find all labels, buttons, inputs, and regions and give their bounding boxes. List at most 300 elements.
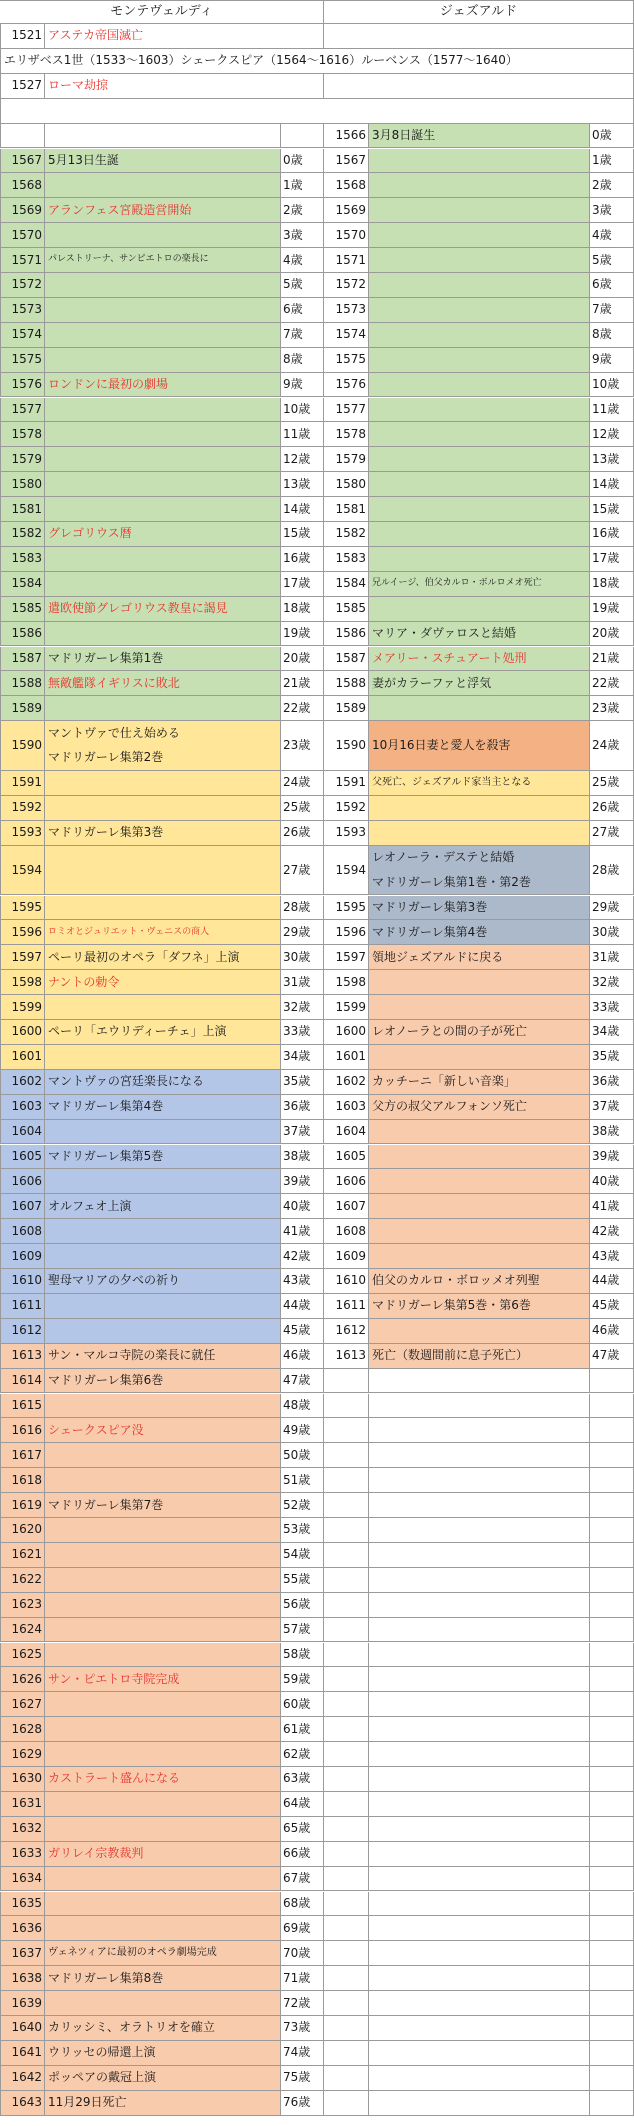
gesualdo-age	[590, 2091, 634, 2116]
gesualdo-event: マリア・ダヴァロスと結婚	[369, 622, 590, 647]
gesualdo-year: 1585	[324, 597, 369, 622]
gesualdo-event	[369, 1169, 590, 1194]
monteverdi-year	[0, 124, 45, 149]
monteverdi-age: 59歳	[281, 1667, 324, 1692]
gesualdo-age: 15歳	[590, 497, 634, 522]
gesualdo-age	[590, 1767, 634, 1792]
monteverdi-year: 1598	[0, 970, 45, 995]
gesualdo-age: 43歳	[590, 1244, 634, 1269]
monteverdi-age: 67歳	[281, 1867, 324, 1892]
monteverdi-event	[45, 173, 281, 198]
intro-year: 1527	[0, 74, 45, 99]
monteverdi-age: 29歳	[281, 920, 324, 945]
gesualdo-event	[369, 1568, 590, 1593]
monteverdi-year: 1618	[0, 1468, 45, 1493]
monteverdi-age: 27歳	[281, 846, 324, 896]
monteverdi-year: 1593	[0, 821, 45, 846]
gesualdo-event	[369, 1443, 590, 1468]
monteverdi-year: 1632	[0, 1817, 45, 1842]
gesualdo-event	[369, 149, 590, 174]
gesualdo-event	[369, 1120, 590, 1145]
monteverdi-age: 69歳	[281, 1916, 324, 1941]
gesualdo-event	[369, 1892, 590, 1917]
gesualdo-year: 1609	[324, 1244, 369, 1269]
monteverdi-age: 70歳	[281, 1941, 324, 1966]
gesualdo-age	[590, 1443, 634, 1468]
gesualdo-year: 1566	[324, 124, 369, 149]
monteverdi-event: ナントの勅令	[45, 970, 281, 995]
gesualdo-year: 1568	[324, 173, 369, 198]
monteverdi-year: 1640	[0, 2016, 45, 2041]
monteverdi-age: 68歳	[281, 1892, 324, 1917]
monteverdi-year: 1605	[0, 1145, 45, 1170]
gesualdo-age: 32歳	[590, 970, 634, 995]
gesualdo-year: 1604	[324, 1120, 369, 1145]
monteverdi-year: 1589	[0, 696, 45, 721]
monteverdi-event: グレゴリウス暦	[45, 522, 281, 547]
gesualdo-year	[324, 2066, 369, 2091]
monteverdi-age: 37歳	[281, 1120, 324, 1145]
monteverdi-year: 1580	[0, 472, 45, 497]
gesualdo-event-line: レオノーラ・デステと結婚	[372, 850, 515, 865]
gesualdo-event	[369, 422, 590, 447]
monteverdi-age: 55歳	[281, 1568, 324, 1593]
gesualdo-year: 1572	[324, 273, 369, 298]
monteverdi-age: 49歳	[281, 1418, 324, 1443]
monteverdi-age: 26歳	[281, 821, 324, 846]
monteverdi-event	[45, 995, 281, 1020]
monteverdi-year: 1588	[0, 671, 45, 696]
monteverdi-event	[45, 1817, 281, 1842]
monteverdi-age: 13歳	[281, 472, 324, 497]
gesualdo-year: 1594	[324, 846, 369, 896]
gesualdo-year	[324, 1418, 369, 1443]
gesualdo-year	[324, 1394, 369, 1419]
monteverdi-year: 1626	[0, 1667, 45, 1692]
gesualdo-age: 11歳	[590, 398, 634, 423]
monteverdi-event: ヴェネツィアに最初のオペラ劇場完成	[45, 1941, 281, 1966]
monteverdi-year: 1635	[0, 1892, 45, 1917]
gesualdo-age	[590, 1394, 634, 1419]
monteverdi-event	[45, 1867, 281, 1892]
monteverdi-year: 1601	[0, 1045, 45, 1070]
gesualdo-age: 37歳	[590, 1095, 634, 1120]
header-right: ジェズアルド	[324, 0, 634, 24]
gesualdo-event	[369, 1941, 590, 1966]
monteverdi-year: 1616	[0, 1418, 45, 1443]
gesualdo-event	[369, 1643, 590, 1668]
gesualdo-age: 5歳	[590, 248, 634, 273]
monteverdi-year: 1634	[0, 1867, 45, 1892]
gesualdo-age: 44歳	[590, 1269, 634, 1294]
gesualdo-event	[369, 348, 590, 373]
gesualdo-age: 20歳	[590, 622, 634, 647]
monteverdi-event	[45, 696, 281, 721]
monteverdi-age: 17歳	[281, 572, 324, 597]
monteverdi-year: 1592	[0, 796, 45, 821]
monteverdi-year: 1567	[0, 149, 45, 174]
gesualdo-age: 3歳	[590, 198, 634, 223]
gesualdo-age	[590, 1593, 634, 1618]
intro-wide-row: エリザベス1世（1533〜1603）シェークスピア（1564〜1616）ルーベンス（1577〜1640）	[0, 49, 634, 74]
gesualdo-year: 1587	[324, 647, 369, 672]
gesualdo-year: 1607	[324, 1194, 369, 1219]
monteverdi-year: 1622	[0, 1568, 45, 1593]
gesualdo-event: 兄ルイージ、伯父カルロ・ボルロメオ死亡	[369, 572, 590, 597]
monteverdi-year: 1606	[0, 1169, 45, 1194]
gesualdo-year	[324, 1643, 369, 1668]
gesualdo-event	[369, 447, 590, 472]
gesualdo-event	[369, 298, 590, 323]
gesualdo-event: マドリガーレ集第5巻・第6巻	[369, 1294, 590, 1319]
gesualdo-age	[590, 1493, 634, 1518]
monteverdi-event	[45, 572, 281, 597]
gesualdo-event: 10月16日妻と愛人を殺害	[369, 721, 590, 771]
monteverdi-age: 15歳	[281, 522, 324, 547]
monteverdi-event	[45, 1717, 281, 1742]
gesualdo-year	[324, 2016, 369, 2041]
monteverdi-event	[45, 547, 281, 572]
gesualdo-event	[369, 1418, 590, 1443]
gesualdo-event	[369, 1468, 590, 1493]
monteverdi-year: 1568	[0, 173, 45, 198]
monteverdi-event	[45, 1916, 281, 1941]
gesualdo-age: 36歳	[590, 1070, 634, 1095]
monteverdi-event	[45, 771, 281, 796]
gesualdo-event	[369, 1916, 590, 1941]
monteverdi-event: 無敵艦隊イギリスに敗北	[45, 671, 281, 696]
gesualdo-event	[369, 373, 590, 398]
intro-blank-row	[0, 99, 634, 124]
monteverdi-year: 1637	[0, 1941, 45, 1966]
monteverdi-event: サン・マルコ寺院の楽長に就任	[45, 1344, 281, 1369]
gesualdo-age: 26歳	[590, 796, 634, 821]
monteverdi-year: 1599	[0, 995, 45, 1020]
monteverdi-event	[45, 1692, 281, 1717]
monteverdi-age: 39歳	[281, 1169, 324, 1194]
gesualdo-year: 1576	[324, 373, 369, 398]
monteverdi-year: 1613	[0, 1344, 45, 1369]
monteverdi-age: 6歳	[281, 298, 324, 323]
gesualdo-event	[369, 2016, 590, 2041]
monteverdi-event	[45, 1045, 281, 1070]
gesualdo-year	[324, 2041, 369, 2066]
monteverdi-event	[45, 298, 281, 323]
gesualdo-age: 8歳	[590, 323, 634, 348]
gesualdo-age	[590, 1518, 634, 1543]
monteverdi-age: 21歳	[281, 671, 324, 696]
gesualdo-age	[590, 1817, 634, 1842]
monteverdi-age: 44歳	[281, 1294, 324, 1319]
gesualdo-event	[369, 2041, 590, 2066]
monteverdi-event	[45, 1593, 281, 1618]
gesualdo-year: 1601	[324, 1045, 369, 1070]
gesualdo-age: 42歳	[590, 1219, 634, 1244]
monteverdi-event: ペーリ最初のオペラ「ダフネ」上演	[45, 945, 281, 970]
gesualdo-event	[369, 1767, 590, 1792]
monteverdi-event	[45, 622, 281, 647]
monteverdi-year: 1604	[0, 1120, 45, 1145]
gesualdo-age: 12歳	[590, 422, 634, 447]
intro-event: ローマ劫掠	[45, 74, 324, 99]
gesualdo-age: 30歳	[590, 920, 634, 945]
monteverdi-event: マドリガーレ集第5巻	[45, 1145, 281, 1170]
monteverdi-year: 1630	[0, 1767, 45, 1792]
monteverdi-event	[45, 1294, 281, 1319]
intro-year: 1521	[0, 24, 45, 49]
gesualdo-event: マドリガーレ集第4巻	[369, 920, 590, 945]
gesualdo-age	[590, 1966, 634, 1991]
monteverdi-event	[45, 1219, 281, 1244]
monteverdi-age: 24歳	[281, 771, 324, 796]
gesualdo-event	[369, 1692, 590, 1717]
gesualdo-event: 領地ジェズアルドに戻る	[369, 945, 590, 970]
gesualdo-year	[324, 1543, 369, 1568]
gesualdo-year	[324, 1792, 369, 1817]
gesualdo-year	[324, 2091, 369, 2116]
monteverdi-age: 63歳	[281, 1767, 324, 1792]
monteverdi-age: 47歳	[281, 1369, 324, 1394]
gesualdo-event	[369, 497, 590, 522]
gesualdo-year	[324, 1867, 369, 1892]
gesualdo-age: 31歳	[590, 945, 634, 970]
monteverdi-event	[45, 1568, 281, 1593]
monteverdi-age: 50歳	[281, 1443, 324, 1468]
monteverdi-age: 5歳	[281, 273, 324, 298]
monteverdi-age: 52歳	[281, 1493, 324, 1518]
monteverdi-year: 1587	[0, 647, 45, 672]
gesualdo-event: 妻がカラーファと浮気	[369, 671, 590, 696]
gesualdo-event	[369, 273, 590, 298]
gesualdo-year: 1593	[324, 821, 369, 846]
gesualdo-event	[369, 1219, 590, 1244]
monteverdi-age: 9歳	[281, 373, 324, 398]
monteverdi-year: 1628	[0, 1717, 45, 1742]
gesualdo-event: カッチーニ「新しい音楽」	[369, 1070, 590, 1095]
gesualdo-event	[369, 1543, 590, 1568]
gesualdo-year: 1613	[324, 1344, 369, 1369]
gesualdo-year: 1597	[324, 945, 369, 970]
gesualdo-event	[369, 1667, 590, 1692]
monteverdi-age: 58歳	[281, 1643, 324, 1668]
gesualdo-year	[324, 1742, 369, 1767]
monteverdi-event: オルフェオ上演	[45, 1194, 281, 1219]
gesualdo-year	[324, 1842, 369, 1867]
gesualdo-age	[590, 2066, 634, 2091]
gesualdo-event	[369, 1244, 590, 1269]
gesualdo-year: 1591	[324, 771, 369, 796]
gesualdo-year: 1608	[324, 1219, 369, 1244]
gesualdo-age: 38歳	[590, 1120, 634, 1145]
monteverdi-event	[45, 447, 281, 472]
gesualdo-event	[369, 248, 590, 273]
gesualdo-year	[324, 1717, 369, 1742]
monteverdi-age: 10歳	[281, 398, 324, 423]
gesualdo-event	[369, 223, 590, 248]
monteverdi-event: ポッペアの戴冠上演	[45, 2066, 281, 2091]
monteverdi-year: 1596	[0, 920, 45, 945]
gesualdo-age: 19歳	[590, 597, 634, 622]
gesualdo-age: 35歳	[590, 1045, 634, 1070]
gesualdo-age: 9歳	[590, 348, 634, 373]
gesualdo-year: 1596	[324, 920, 369, 945]
gesualdo-event: メアリー・スチュアート処刑	[369, 647, 590, 672]
gesualdo-year: 1581	[324, 497, 369, 522]
gesualdo-age: 6歳	[590, 273, 634, 298]
monteverdi-year: 1603	[0, 1095, 45, 1120]
gesualdo-event: 父方の叔父アルフォンソ死亡	[369, 1095, 590, 1120]
monteverdi-event: マドリガーレ集第6巻	[45, 1369, 281, 1394]
gesualdo-age: 29歳	[590, 896, 634, 921]
monteverdi-event-line: マントヴァで仕え始める	[48, 725, 180, 740]
monteverdi-event	[45, 348, 281, 373]
monteverdi-year: 1642	[0, 2066, 45, 2091]
monteverdi-year: 1610	[0, 1269, 45, 1294]
gesualdo-event: 伯父のカルロ・ボロッメオ列聖	[369, 1269, 590, 1294]
monteverdi-event-line: マドリガーレ集第2巻	[48, 750, 164, 765]
monteverdi-age: 71歳	[281, 1966, 324, 1991]
gesualdo-year: 1570	[324, 223, 369, 248]
gesualdo-age: 27歳	[590, 821, 634, 846]
monteverdi-year: 1638	[0, 1966, 45, 1991]
monteverdi-event	[45, 323, 281, 348]
gesualdo-year: 1573	[324, 298, 369, 323]
gesualdo-event: マドリガーレ集第3巻	[369, 896, 590, 921]
monteverdi-age: 43歳	[281, 1269, 324, 1294]
monteverdi-year: 1643	[0, 2091, 45, 2116]
gesualdo-age: 25歳	[590, 771, 634, 796]
gesualdo-age: 22歳	[590, 671, 634, 696]
monteverdi-year: 1619	[0, 1493, 45, 1518]
gesualdo-age: 24歳	[590, 721, 634, 771]
monteverdi-age: 75歳	[281, 2066, 324, 2091]
monteverdi-year: 1631	[0, 1792, 45, 1817]
monteverdi-age	[281, 124, 324, 149]
monteverdi-event: マドリガーレ集第7巻	[45, 1493, 281, 1518]
monteverdi-year: 1571	[0, 248, 45, 273]
gesualdo-event	[369, 1867, 590, 1892]
gesualdo-age	[590, 1991, 634, 2016]
monteverdi-year: 1574	[0, 323, 45, 348]
gesualdo-year: 1590	[324, 721, 369, 771]
gesualdo-age: 16歳	[590, 522, 634, 547]
gesualdo-year	[324, 1941, 369, 1966]
monteverdi-age: 61歳	[281, 1717, 324, 1742]
monteverdi-event	[45, 497, 281, 522]
gesualdo-year	[324, 1618, 369, 1643]
monteverdi-age: 45歳	[281, 1319, 324, 1344]
monteverdi-age: 8歳	[281, 348, 324, 373]
monteverdi-year: 1569	[0, 198, 45, 223]
gesualdo-year: 1592	[324, 796, 369, 821]
gesualdo-year: 1580	[324, 472, 369, 497]
gesualdo-event	[369, 970, 590, 995]
monteverdi-year: 1573	[0, 298, 45, 323]
gesualdo-age	[590, 1418, 634, 1443]
monteverdi-year: 1609	[0, 1244, 45, 1269]
monteverdi-event: 11月29日死亡	[45, 2091, 281, 2116]
gesualdo-year: 1575	[324, 348, 369, 373]
gesualdo-age	[590, 1468, 634, 1493]
monteverdi-event: ウリッセの帰還上演	[45, 2041, 281, 2066]
monteverdi-year: 1600	[0, 1020, 45, 1045]
monteverdi-year: 1621	[0, 1543, 45, 1568]
monteverdi-event	[45, 1244, 281, 1269]
gesualdo-age	[590, 1618, 634, 1643]
monteverdi-year: 1608	[0, 1219, 45, 1244]
gesualdo-age: 39歳	[590, 1145, 634, 1170]
gesualdo-age: 34歳	[590, 1020, 634, 1045]
gesualdo-age: 46歳	[590, 1319, 634, 1344]
monteverdi-event: サン・ピエトロ寺院完成	[45, 1667, 281, 1692]
gesualdo-year	[324, 1667, 369, 1692]
gesualdo-year: 1611	[324, 1294, 369, 1319]
monteverdi-event: マドリガーレ集第8巻	[45, 1966, 281, 1991]
gesualdo-year: 1577	[324, 398, 369, 423]
gesualdo-event	[369, 1518, 590, 1543]
gesualdo-event	[369, 796, 590, 821]
gesualdo-year: 1589	[324, 696, 369, 721]
monteverdi-event	[45, 1169, 281, 1194]
monteverdi-event	[45, 1792, 281, 1817]
gesualdo-event	[369, 1369, 590, 1394]
gesualdo-age: 0歳	[590, 124, 634, 149]
monteverdi-event	[45, 273, 281, 298]
gesualdo-year: 1567	[324, 149, 369, 174]
monteverdi-event	[45, 846, 281, 896]
gesualdo-year: 1578	[324, 422, 369, 447]
monteverdi-year: 1639	[0, 1991, 45, 2016]
gesualdo-age: 13歳	[590, 447, 634, 472]
gesualdo-event	[369, 1394, 590, 1419]
monteverdi-event	[45, 422, 281, 447]
monteverdi-year: 1575	[0, 348, 45, 373]
monteverdi-event	[45, 1643, 281, 1668]
monteverdi-age: 7歳	[281, 323, 324, 348]
gesualdo-event	[369, 1842, 590, 1867]
gesualdo-year: 1583	[324, 547, 369, 572]
monteverdi-age: 72歳	[281, 1991, 324, 2016]
gesualdo-year	[324, 1916, 369, 1941]
monteverdi-age: 32歳	[281, 995, 324, 1020]
monteverdi-year: 1576	[0, 373, 45, 398]
gesualdo-year: 1610	[324, 1269, 369, 1294]
monteverdi-age: 19歳	[281, 622, 324, 647]
gesualdo-age	[590, 1643, 634, 1668]
monteverdi-event: 5月13日生誕	[45, 149, 281, 174]
gesualdo-age	[590, 1717, 634, 1742]
monteverdi-age: 35歳	[281, 1070, 324, 1095]
gesualdo-age	[590, 1842, 634, 1867]
gesualdo-age: 28歳	[590, 846, 634, 896]
gesualdo-event	[369, 597, 590, 622]
monteverdi-age: 64歳	[281, 1792, 324, 1817]
gesualdo-year	[324, 1518, 369, 1543]
monteverdi-year: 1624	[0, 1618, 45, 1643]
monteverdi-age: 3歳	[281, 223, 324, 248]
gesualdo-year: 1603	[324, 1095, 369, 1120]
gesualdo-year	[324, 1493, 369, 1518]
gesualdo-year: 1599	[324, 995, 369, 1020]
monteverdi-event: シェークスピア没	[45, 1418, 281, 1443]
gesualdo-year: 1595	[324, 896, 369, 921]
monteverdi-year: 1570	[0, 223, 45, 248]
monteverdi-age: 31歳	[281, 970, 324, 995]
gesualdo-age: 18歳	[590, 572, 634, 597]
monteverdi-event: パレストリーナ、サンピエトロの楽長に	[45, 248, 281, 273]
gesualdo-event	[369, 1045, 590, 1070]
gesualdo-year	[324, 1767, 369, 1792]
